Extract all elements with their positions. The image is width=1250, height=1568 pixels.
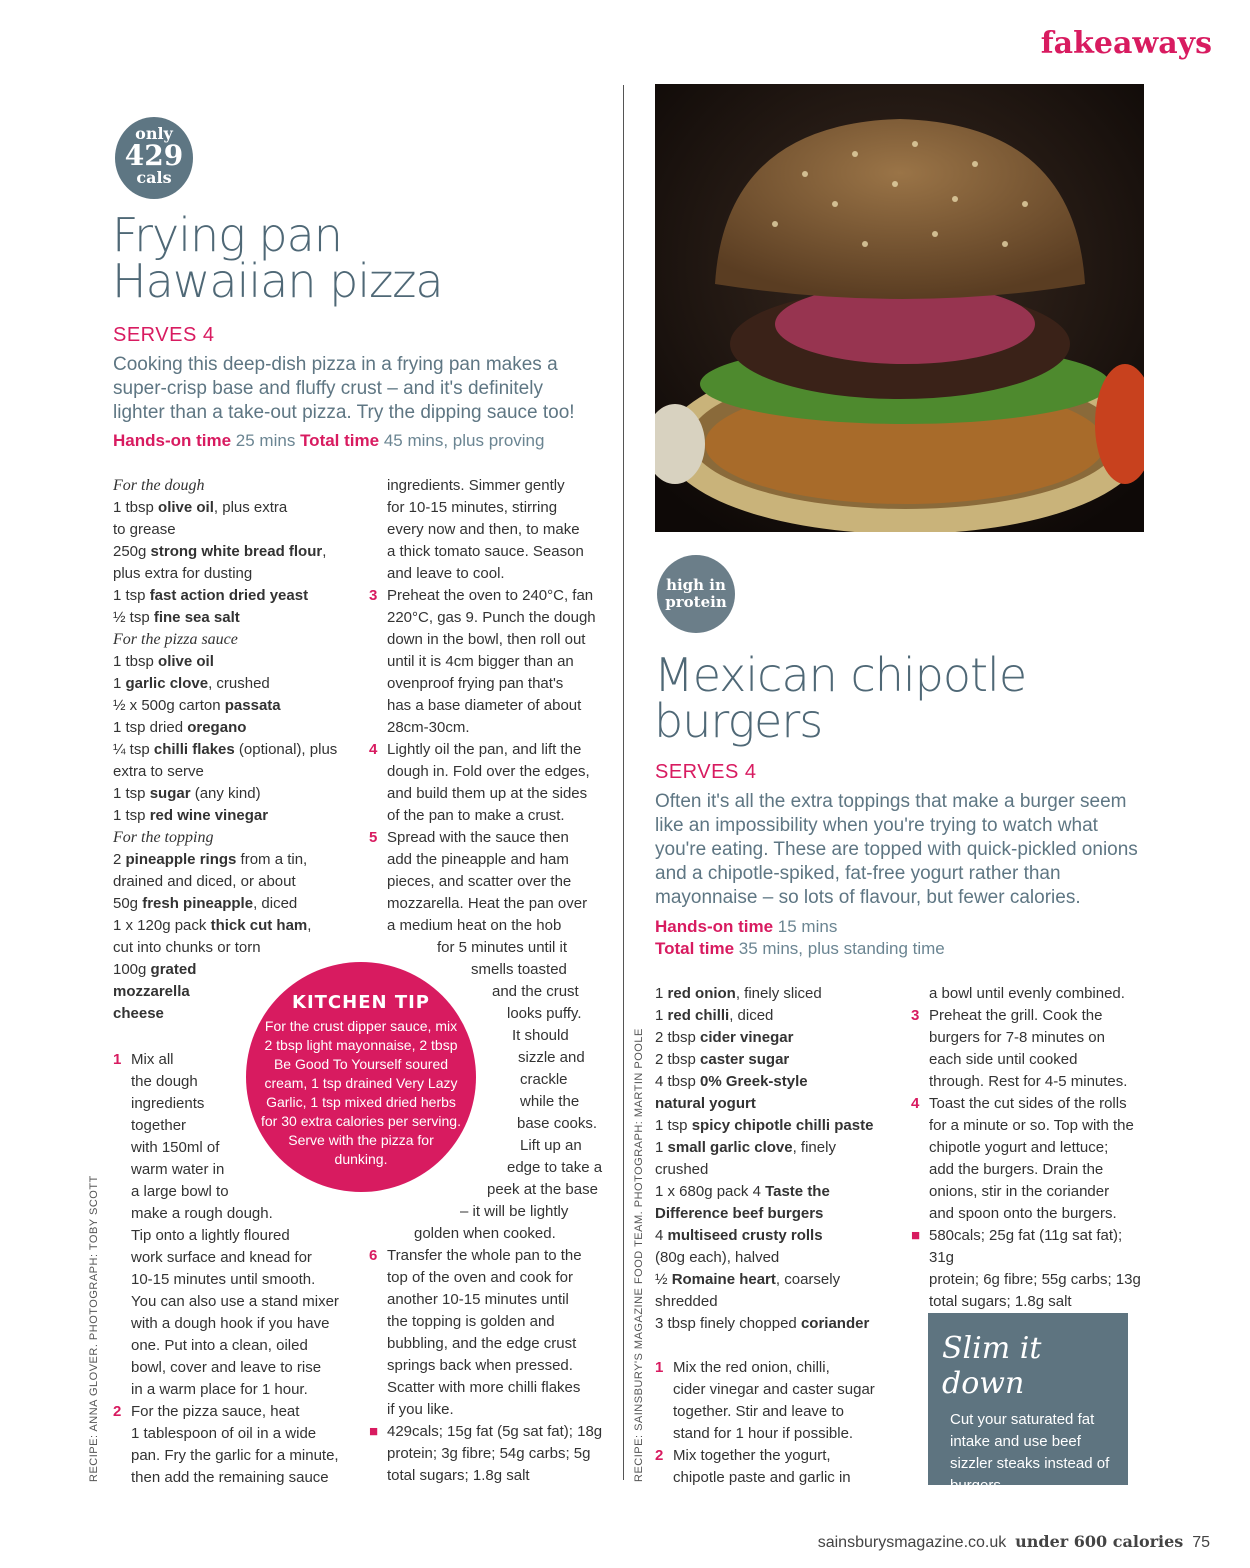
hands-on-value: 25 mins: [235, 431, 296, 450]
kitchen-tip-heading: KITCHEN TIP: [292, 992, 430, 1013]
footer: [818, 1532, 1210, 1552]
badge-unit: cals: [136, 168, 172, 187]
hands-on-label: Hands-on time: [655, 917, 774, 936]
footer-section: under 600 calories: [1015, 1532, 1184, 1551]
kitchen-tip-body: For the crust dipper sauce, mix 2 tbsp light mayonnaise, 2 tbsp Be Good To Yourself soured cream, 1 tsp drained Very Lazy Garlic, 1 tsp mixed dried herbs for 30 extra calories per serving. Serve with the pizza for dunking.: [261, 1018, 461, 1167]
recipe1-method-right: ingredients. Simmer gently for 10-15 minutes, stirring every now and then, to make a thick tomato sauce. Season and leave to cool. 3 Preheat the oven to 240°C, fan 220°C, gas 9. Punch the dough down in the bowl, then roll out until it is 4cm bigger than an ovenproof frying pan that's has a base diameter of about 28cm-30cm. 4 Lightly oil the pan, and lift the dough in. Fold over the edges, and build them up at the sides of the pan to make a crust. 5 Spread with the sauce then add the pineapple and ham pieces, and scatter over the mozzarella. Heat the pan over a medium heat on the hob for 5 minutes until it smells toasted and the crust looks puffy. It should sizzle and crackle while the base cooks. Lift up an edge to take a peek at the base – it will be lightly golden when cooked. 6 Transfer the whole pan to the top of the oven and cook for another 10-15 minutes until the topping is golden and bubbling, and the edge crust springs back when pressed. Scatter with more chilli flakes if you like. ■ 429cals; 15g fat (5g sat fat); 18g protein; 3g fibre; 54g carbs; 5g total sugars; 1.8g salt: [369, 477, 603, 1484]
recipe1-ingredients: For the dough 1 tbsp olive oil, plus extra to grease 250g strong white bread flour, plus extra for dusting 1 tsp fast action dried yeast ½ tsp fine sea salt For the pizza sauce 1 tbsp olive oil 1 garlic clove, crushed ½ x 500g carton passata 1 tsp dried oregano ¼ tsp chilli flakes (optional), plus extra to serve 1 tsp sugar (any kind) 1 tsp red wine vinegar For the topping 2 pineapple rings from a tin, drained and diced, or about 50g fresh pineapple, diced 1 x 120g pack thick cut ham, cut into chunks or torn 100g grated mozzarella cheese: [113, 477, 338, 1022]
slim-body: Cut your saturated fat intake and use beef sizzler steaks instead of burgers.: [950, 1411, 1110, 1494]
recipe2-method-right: a bowl until evenly combined. 3 Preheat the grill. Cook the burgers for 7-8 minutes on each side until cooked through. Rest for 4-5 minutes. 4 Toast the cut sides of the rolls for a minute or so. Top with the chipotle yogurt and lettuce; add the burgers. Drain the onions, stir in the coriander and spoon onto the burgers. ■ 580cals; 25g fat (11g sat fat); 31g protein; 6g fibre; 55g carbs; 13g total sugars; 1.8g salt: [911, 985, 1141, 1310]
recipe2-serves: SERVES 4: [655, 761, 757, 783]
total-time-label: Total time: [655, 939, 735, 958]
slim-heading: Slim it down: [942, 1331, 1042, 1401]
badge-value: 429: [124, 139, 184, 172]
recipe1-times: [113, 431, 613, 451]
credit-right: RECIPE: SAINSBURY'S MAGAZINE FOOD TEAM. PHOTOGRAPH: MARTIN POOLE: [633, 1028, 645, 1482]
badge2-line2: protein: [665, 593, 727, 611]
recipe2-ingredients: 1 red onion, finely sliced 1 red chilli, diced 2 tbsp cider vinegar 2 tbsp caster sugar 4 tbsp 0% Greek-style natural yogurt 1 tsp spicy chipotle chilli paste 1 small garlic clove, finely crushed 1 x 680g pack 4 Taste the Difference beef burgers 4 multiseed crusty rolls (80g each), halved ½ Romaine heart, coarsely shredded 3 tbsp finely chopped coriander: [655, 985, 874, 1332]
hands-on-label: Hands-on time: [113, 431, 232, 450]
total-time-value: 35 mins, plus standing time: [738, 939, 945, 958]
burger-illustration: [655, 84, 1144, 532]
recipe2-title-line1: Mexican chipotle: [654, 648, 1027, 702]
recipe1-title-line2: Hawaiian pizza: [112, 254, 443, 308]
recipe1-method-left: 1 Mix all the dough ingredients together with 150ml of warm water in a large bowl to make a rough dough. Tip onto a lightly floured work surface and knead for 10-15 minutes until smooth. You can also use a stand mixer with a dough hook if you have one. Put into a clean, oiled bowl, cover and leave to rise in a warm place for 1 hour. 2 For the pizza sauce, heat 1 tablespoon of oil in a wide pan. Fry the garlic for a minute, then add the remaining sauce: [113, 1051, 339, 1486]
section-tag: fakeaways: [1040, 26, 1212, 61]
calorie-badge: [115, 117, 193, 199]
slim-it-down-box: [928, 1313, 1128, 1494]
badge-top-text: only: [135, 124, 173, 143]
recipe2-method-left: 1 Mix the red onion, chilli, cider vinegar and caster sugar together. Stir and leave to stand for 1 hour if possible. 2 Mix together the yogurt, chipotle paste and garlic in: [655, 1359, 875, 1486]
recipe1-serves: SERVES 4: [113, 324, 215, 346]
kitchen-tip-circle: [246, 962, 476, 1192]
page-number: 75: [1192, 1534, 1210, 1551]
total-time-label: Total time: [300, 431, 380, 450]
recipe1-title-line1: Frying pan: [112, 208, 342, 262]
recipe2-times: [655, 916, 1135, 960]
recipe1-title: [112, 208, 612, 308]
high-protein-badge: [657, 555, 735, 633]
burger-photo: [655, 84, 1144, 532]
total-time-value: 45 mins, plus proving: [383, 431, 545, 450]
hands-on-value: 15 mins: [777, 917, 838, 936]
footer-site: sainsburysmagazine.co.uk: [817, 1534, 1007, 1551]
credit-left: RECIPE: ANNA GLOVER. PHOTOGRAPH: TOBY SCOTT: [88, 1175, 100, 1482]
recipe2-title: [654, 648, 1174, 748]
recipe2-title-line2: burgers: [654, 694, 823, 748]
badge2-line1: high in: [666, 576, 726, 594]
recipe2-intro: Often it's all the extra toppings that make a burger seem like an impossibility when you're trying to watch what you're eating. These are topped with quick-pickled onions and a chipotle-spiked, fat-free yogurt rather than mayonnaise – so lots of flavour, but fewer calories.: [655, 791, 1138, 908]
recipe1-intro: Cooking this deep-dish pizza in a frying pan makes a super-crisp base and fluffy crust – and it's definitely lighter than a take-out pizza. Try the dipping sauce too!: [113, 354, 575, 423]
column-divider: [623, 85, 624, 1480]
